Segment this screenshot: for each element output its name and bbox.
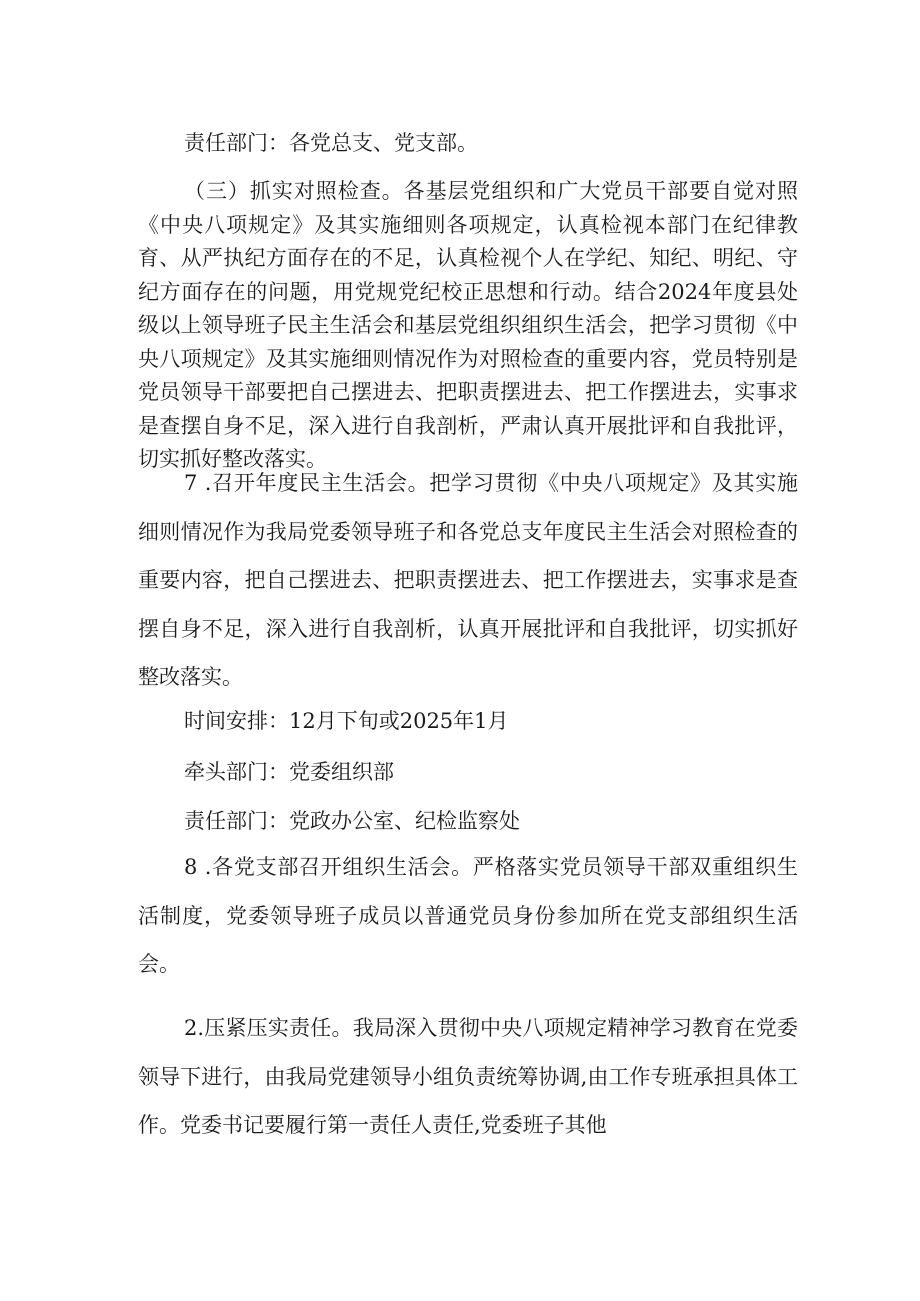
lead-department-line: 牵头部门：党委组织部 [184, 760, 394, 784]
responsible-departments-line: 责任部门：党政办公室、纪检监察处 [184, 809, 520, 833]
paragraph-item-7-democratic-life-meeting: 7 .召开年度民主生活会。把学习贯彻《中央八项规定》及其实施细则情况作为我局党委领导班子和各党总支年度民主生活会对照检查的重要内容，把自己摆进去、把职责摆进去、把工作摆进去，实事求是查摆自身不足，深入进行自我剖析，认真开展批评和自我批评，切实抓好整改落实。 [138, 471, 798, 689]
paragraph-section-3-comparison-check: （三）抓实对照检查。各基层党组织和广大党员干部要自觉对照《中央八项规定》及其实施细则各项规定，认真检视本部门在纪律教育、从严执纪方面存在的不足，认真检视个人在学纪、知纪、明纪、守纪方面存在的问题，用党规党纪校正思想和行动。结合2024年度县处级以上领导班子民主生活会和基层党组织组织生活会，把学习贯彻《中央八项规定》及其实施细则情况作为对照检查的重要内容，党员特别是党员领导干部要把自己摆进去、把职责摆进去、把工作摆进去，实事求是查摆自身不足，深入进行自我剖析，严肃认真开展批评和自我批评，切实抓好整改落实。 [138, 179, 798, 471]
schedule-line: 时间安排：12月下旬或2025年1月 [184, 709, 509, 733]
paragraph-2-responsibility: 2.压紧压实责任。我局深入贯彻中央八项规定精神学习教育在党委领导下进行，由我局党建领导小组负责统筹协调,由工作专班承担具体工作。党委书记要履行第一责任人责任,党委班子其他 [138, 1016, 798, 1137]
paragraph-item-8-branch-meetings: 8 .各党支部召开组织生活会。严格落实党员领导干部双重组织生活制度，党委领导班子成员以普通党员身份参加所在党支部组织生活会。 [138, 855, 798, 976]
responsibility-departments-line: 责任部门：各党总支、党支部。 [184, 131, 478, 155]
